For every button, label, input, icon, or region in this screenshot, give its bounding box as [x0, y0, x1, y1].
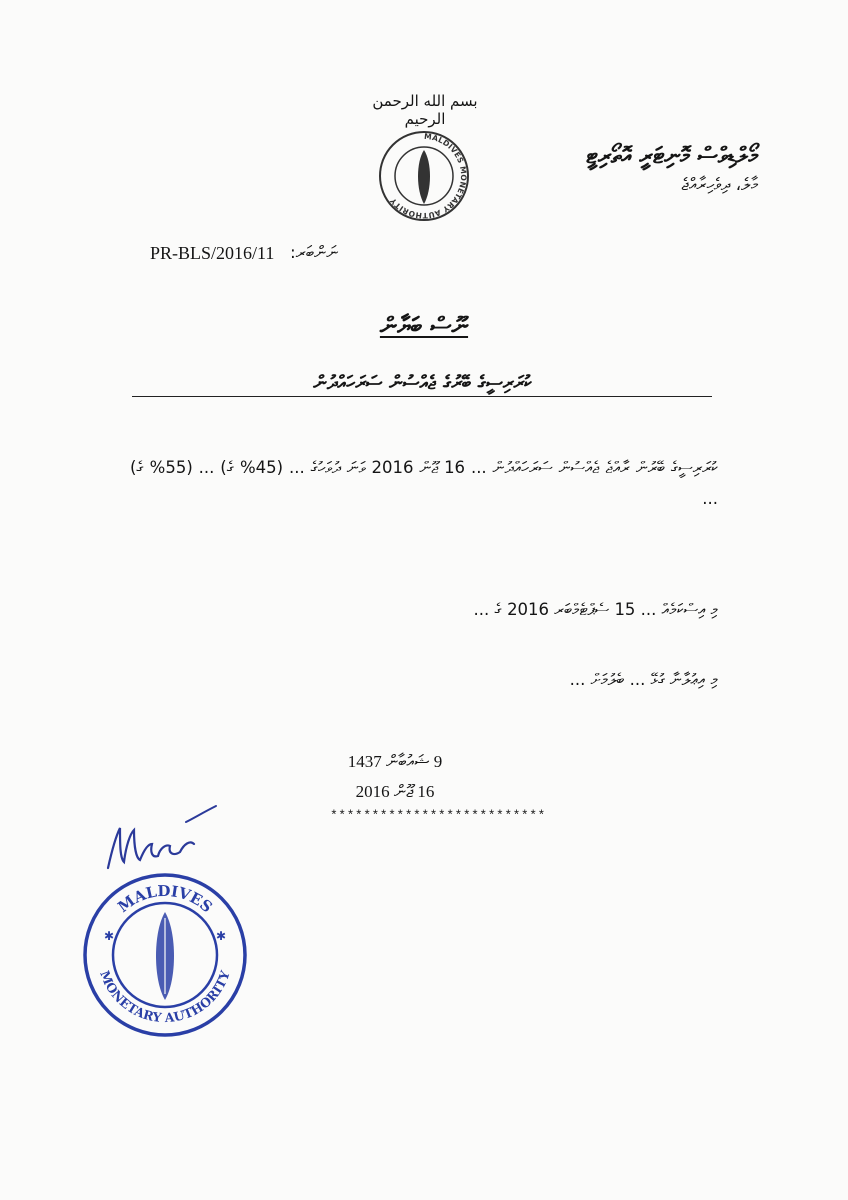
svg-text:✱: ✱ [104, 929, 115, 943]
press-release-title: ނޫސް ބަޔާން [379, 312, 469, 340]
mma-logo [378, 130, 470, 222]
svg-text:✱: ✱ [216, 929, 227, 943]
reference-label: ނަންބަރ: [289, 243, 338, 263]
reference-number: PR-BLS/2016/11 [150, 243, 275, 263]
press-release-subject: ކުރަރިސީގެ ބޭރުގެ ޖެއްސުން ސަރަހައްދުން [313, 372, 532, 394]
body-paragraph-3: މި އިޢުލާނާ ގުޅޭ ... ބެލުމަށް ... [569, 670, 718, 689]
body-paragraph-1: ކުރަރިސީގެ ބޭރުން ރާއްޖެ ޖެއްސުން ސަރަހައްދުން ... 16 ޖޫން 2016 ވަނަ ދުވަހުގެ ... (45% ގެ) ... (55% ގެ) ... [130, 458, 718, 508]
body-paragraph-2: މި އިސްކަމެއް ... 15 ސެޕްޓެމްބަރ 2016 ގެ ... [473, 600, 718, 619]
organization-city: މާލެ، ދިވެހިރާއްޖެ [681, 175, 758, 195]
reference-number-row [150, 243, 350, 273]
subject-underline [132, 396, 712, 397]
svg-text:MALDIVES: MALDIVES [114, 881, 216, 917]
svg-text:MALDIVES MONETARY AUTHORITY: MALDIVES MONETARY AUTHORITY [388, 131, 469, 221]
official-stamp [80, 870, 250, 1040]
date-hijri: 9 ޝައުބާން 1437 [347, 752, 443, 771]
date-gregorian: 16 ޖޫން 2016 [355, 782, 435, 801]
end-marker: ************************** [330, 808, 546, 823]
bismillah-heading: بسم الله الرحمن الرحيم [372, 92, 478, 128]
svg-text:MONETARY AUTHORITY: MONETARY AUTHORITY [97, 968, 233, 1026]
organization-block [518, 140, 758, 198]
organization-name: މޯލްޑިވްސް މޮނިޓަރީ އޮތޯރިޓީ [586, 143, 758, 169]
